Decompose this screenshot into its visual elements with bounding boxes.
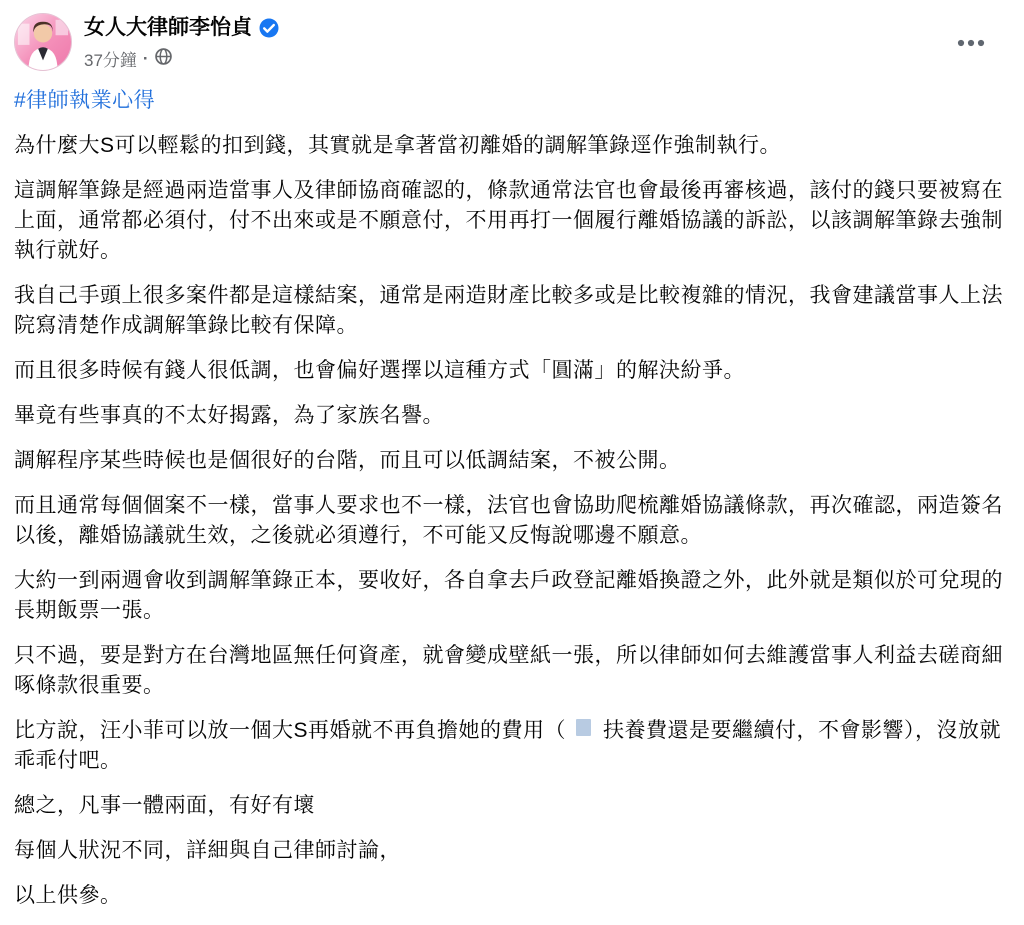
post-paragraph: 只不過，要是對方在台灣地區無任何資產，就會變成壁紙一張，所以律師如何去維護當事人利益去磋商細啄條款很重要。 [14,644,1003,698]
name-row [84,15,948,41]
hashtag-link[interactable]: #律師執業心得 [14,89,156,113]
paragraph-text-before: 比方說，汪小菲可以放一個大S再婚就不再負擔她的費用（ [14,719,567,743]
post-meta[interactable] [84,46,948,71]
header-text [84,13,948,71]
post-paragraph: 而且通常每個個案不一樣，當事人要求也不一樣，法官也會協助爬梳離婚協議條款，再次確認，兩造簽名以後，離婚協議就生效，之後就必須遵行，不可能又反悔說哪邊不願意。 [14,494,1003,548]
author-name[interactable]: 女人大律師李怡貞 [84,16,252,39]
verified-badge-icon [259,18,279,38]
ellipsis-icon [956,35,986,52]
post-paragraph: 這調解筆錄是經過兩造當事人及律師協商確認的，條款通常法官也會最後再審核過，該付的錢只要被寫在上面，通常都必須付，付不出來或是不願意付，不用再打一個履行離婚協議的訴訟，以該調解筆錄去強制執行就好。 [14,179,1003,263]
broken-image-placeholder [576,719,591,736]
timestamp[interactable]: 37分鐘 [84,51,137,71]
post-paragraph: 畢竟有些事真的不太好揭露，為了家族名譽。 [14,404,444,428]
hashtag-line [14,86,1008,116]
paragraph-text-after: 扶養費還是要繼續付，不會影響），沒放就乖乖付吧。 [14,719,1002,773]
post-paragraph: 以上供參。 [14,884,122,908]
post-paragraph: 我自己手頭上很多案件都是這樣結案，通常是兩造財產比較多或是比較複雜的情況，我會建議當事人上法院寫清楚作成調解筆錄比較有保障。 [14,284,1003,338]
globe-icon [155,48,172,70]
post-paragraph-with-placeholder [14,716,1008,776]
post-header [0,0,1024,71]
post-content [0,86,1024,925]
avatar-image [15,14,71,70]
avatar[interactable] [14,13,72,71]
meta-separator: · [142,48,149,68]
post-paragraph: 調解程序某些時候也是個很好的台階，而且可以低調結案，不被公開。 [14,449,681,473]
post-paragraph: 每個人狀況不同，詳細與自己律師討論， [14,839,401,863]
post-paragraph: 為什麼大S可以輕鬆的扣到錢，其實就是拿著當初離婚的調解筆錄逕作強制執行。 [14,134,782,158]
post-paragraph: 大約一到兩週會收到調解筆錄正本，要收好，各自拿去戶政登記離婚換證之外，此外就是類似於可兌現的長期飯票一張。 [14,569,1003,623]
post-paragraph: 而且很多時候有錢人很低調，也會偏好選擇以這種方式「圓滿」的解決紛爭。 [14,359,745,383]
post-options-button[interactable] [948,25,994,63]
post-paragraph: 總之，凡事一體兩面，有好有壞 [14,794,315,818]
